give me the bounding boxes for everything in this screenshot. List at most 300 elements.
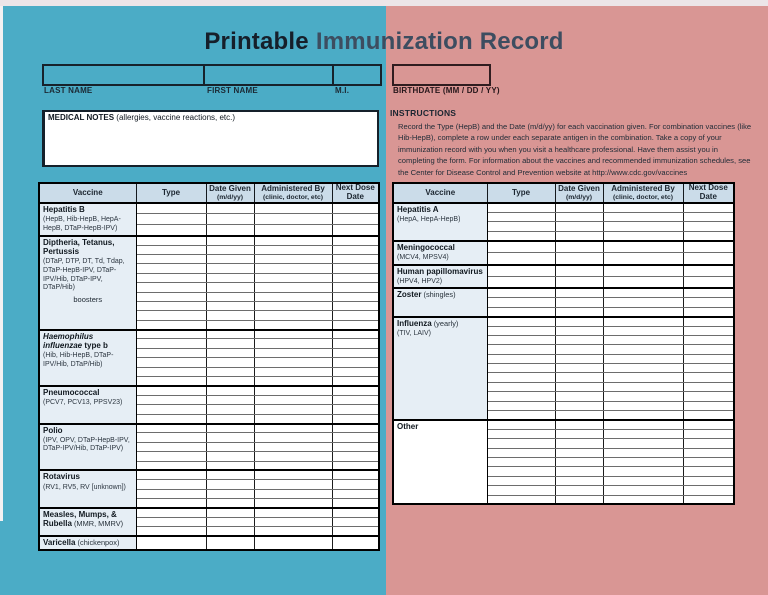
entry-cell-next-dose[interactable] xyxy=(332,245,379,254)
entry-cell-administered-by[interactable] xyxy=(254,273,332,282)
entry-cell-next-dose[interactable] xyxy=(332,405,379,414)
entry-cell-type[interactable] xyxy=(487,288,555,297)
entry-cell-next-dose[interactable] xyxy=(683,439,734,448)
entry-cell-next-dose[interactable] xyxy=(683,373,734,382)
entry-cell-type[interactable] xyxy=(487,467,555,476)
entry-cell-date-given[interactable] xyxy=(206,489,254,498)
entry-cell-date-given[interactable] xyxy=(555,448,603,457)
entry-cell-date-given[interactable] xyxy=(555,392,603,401)
entry-cell-date-given[interactable] xyxy=(555,298,603,307)
entry-cell-administered-by[interactable] xyxy=(254,339,332,348)
entry-cell-type[interactable] xyxy=(136,386,206,395)
entry-cell-date-given[interactable] xyxy=(555,429,603,438)
entry-cell-next-dose[interactable] xyxy=(332,311,379,320)
entry-cell-administered-by[interactable] xyxy=(254,311,332,320)
entry-cell-type[interactable] xyxy=(136,499,206,508)
entry-cell-administered-by[interactable] xyxy=(254,405,332,414)
entry-cell-date-given[interactable] xyxy=(206,203,254,214)
entry-cell-date-given[interactable] xyxy=(555,241,603,253)
entry-cell-next-dose[interactable] xyxy=(683,392,734,401)
entry-cell-date-given[interactable] xyxy=(206,330,254,339)
entry-cell-type[interactable] xyxy=(136,225,206,236)
first-name-label: FIRST NAME xyxy=(207,86,258,95)
entry-cell-type[interactable] xyxy=(136,311,206,320)
entry-cell-date-given[interactable] xyxy=(555,317,603,326)
entry-cell-date-given[interactable] xyxy=(206,320,254,329)
entry-cell-next-dose[interactable] xyxy=(332,320,379,329)
entry-cell-date-given[interactable] xyxy=(206,386,254,395)
entry-cell-type[interactable] xyxy=(487,335,555,344)
entry-cell-administered-by[interactable] xyxy=(254,499,332,508)
entry-cell-next-dose[interactable] xyxy=(332,536,379,550)
entry-cell-administered-by[interactable] xyxy=(603,265,683,277)
entry-cell-administered-by[interactable] xyxy=(254,203,332,214)
entry-cell-next-dose[interactable] xyxy=(683,486,734,495)
entry-cell-administered-by[interactable] xyxy=(603,222,683,231)
col-header-administered-by: Administered By (clinic, doctor, etc) xyxy=(603,183,683,203)
entry-cell-next-dose[interactable] xyxy=(332,292,379,301)
entry-cell-next-dose[interactable] xyxy=(683,241,734,253)
entry-cell-administered-by[interactable] xyxy=(254,264,332,273)
entry-cell-type[interactable] xyxy=(487,203,555,212)
entry-cell-next-dose[interactable] xyxy=(332,301,379,310)
entry-cell-type[interactable] xyxy=(136,348,206,357)
entry-cell-type[interactable] xyxy=(136,283,206,292)
medical-notes-label: MEDICAL NOTES xyxy=(48,113,115,122)
entry-cell-administered-by[interactable] xyxy=(254,348,332,357)
entry-cell-administered-by[interactable] xyxy=(254,283,332,292)
entry-cell-next-dose[interactable] xyxy=(683,495,734,504)
entry-cell-administered-by[interactable] xyxy=(603,467,683,476)
entry-cell-administered-by[interactable] xyxy=(254,395,332,404)
entry-cell-type[interactable] xyxy=(136,508,206,517)
entry-cell-date-given[interactable] xyxy=(555,326,603,335)
entry-cell-administered-by[interactable] xyxy=(254,414,332,423)
entry-cell-date-given[interactable] xyxy=(206,414,254,423)
entry-cell-administered-by[interactable] xyxy=(254,489,332,498)
entry-cell-type[interactable] xyxy=(136,254,206,263)
entry-cell-administered-by[interactable] xyxy=(603,364,683,373)
entry-cell-next-dose[interactable] xyxy=(683,467,734,476)
entry-cell-administered-by[interactable] xyxy=(254,452,332,461)
entry-cell-date-given[interactable] xyxy=(555,222,603,231)
entry-cell-next-dose[interactable] xyxy=(332,470,379,479)
entry-cell-date-given[interactable] xyxy=(555,231,603,240)
entry-cell-next-dose[interactable] xyxy=(332,203,379,214)
entry-cell-date-given[interactable] xyxy=(206,452,254,461)
entry-cell-administered-by[interactable] xyxy=(254,424,332,433)
entry-cell-type[interactable] xyxy=(487,411,555,420)
entry-cell-type[interactable] xyxy=(136,527,206,536)
entry-cell-next-dose[interactable] xyxy=(332,377,379,386)
entry-cell-next-dose[interactable] xyxy=(683,253,734,265)
entry-cell-type[interactable] xyxy=(487,401,555,410)
entry-cell-administered-by[interactable] xyxy=(254,367,332,376)
entry-cell-next-dose[interactable] xyxy=(683,429,734,438)
entry-cell-administered-by[interactable] xyxy=(603,326,683,335)
entry-cell-date-given[interactable] xyxy=(206,339,254,348)
entry-cell-date-given[interactable] xyxy=(206,377,254,386)
entry-cell-date-given[interactable] xyxy=(555,288,603,297)
entry-cell-administered-by[interactable] xyxy=(254,536,332,550)
entry-cell-date-given[interactable] xyxy=(206,245,254,254)
entry-cell-next-dose[interactable] xyxy=(332,489,379,498)
entry-cell-administered-by[interactable] xyxy=(254,254,332,263)
entry-cell-date-given[interactable] xyxy=(555,411,603,420)
entry-cell-type[interactable] xyxy=(136,301,206,310)
entry-cell-next-dose[interactable] xyxy=(683,276,734,288)
entry-cell-date-given[interactable] xyxy=(206,433,254,442)
vaccine-section-label: Rotavirus (RV1, RV5, RV [unknown]) xyxy=(39,470,136,508)
entry-cell-administered-by[interactable] xyxy=(603,439,683,448)
entry-cell-type[interactable] xyxy=(487,212,555,221)
entry-cell-type[interactable] xyxy=(487,222,555,231)
entry-cell-next-dose[interactable] xyxy=(332,480,379,489)
entry-cell-type[interactable] xyxy=(487,354,555,363)
middle-initial-field[interactable] xyxy=(334,66,380,84)
entry-cell-type[interactable] xyxy=(136,377,206,386)
entry-cell-type[interactable] xyxy=(487,476,555,485)
entry-cell-next-dose[interactable] xyxy=(683,298,734,307)
vaccine-entry-row xyxy=(39,236,379,245)
entry-cell-type[interactable] xyxy=(487,326,555,335)
entry-cell-next-dose[interactable] xyxy=(683,265,734,277)
entry-cell-type[interactable] xyxy=(487,253,555,265)
entry-cell-administered-by[interactable] xyxy=(603,382,683,391)
entry-cell-date-given[interactable] xyxy=(206,395,254,404)
entry-cell-date-given[interactable] xyxy=(206,536,254,550)
entry-cell-type[interactable] xyxy=(136,264,206,273)
entry-cell-administered-by[interactable] xyxy=(254,461,332,470)
entry-cell-next-dose[interactable] xyxy=(332,386,379,395)
vaccine-section-label: Human papillomavirus (HPV4, HPV2) xyxy=(393,265,487,289)
entry-cell-administered-by[interactable] xyxy=(254,214,332,225)
entry-cell-next-dose[interactable] xyxy=(683,364,734,373)
col-header-next-dose: Next Dose Date xyxy=(332,183,379,203)
entry-cell-date-given[interactable] xyxy=(555,476,603,485)
vaccine-section-label: Diptheria, Tetanus, Pertussis (DTaP, DTP, DT, Td, Tdap, DTaP-HepB-IPV, DTaP-IPV/Hib, DTaP-IPV, DTaP/Hib) boosters xyxy=(39,236,136,330)
entry-cell-next-dose[interactable] xyxy=(332,348,379,357)
last-name-field[interactable] xyxy=(44,66,205,84)
entry-cell-next-dose[interactable] xyxy=(332,527,379,536)
page-title-part1: Printable xyxy=(204,28,309,55)
entry-cell-date-given[interactable] xyxy=(555,401,603,410)
vaccine-section-label: Varicella (chickenpox) xyxy=(39,536,136,550)
entry-cell-date-given[interactable] xyxy=(555,467,603,476)
entry-cell-administered-by[interactable] xyxy=(254,236,332,245)
entry-cell-date-given[interactable] xyxy=(206,214,254,225)
entry-cell-date-given[interactable] xyxy=(206,470,254,479)
entry-cell-next-dose[interactable] xyxy=(683,401,734,410)
entry-cell-administered-by[interactable] xyxy=(254,377,332,386)
entry-cell-date-given[interactable] xyxy=(206,236,254,245)
entry-cell-administered-by[interactable] xyxy=(254,527,332,536)
entry-cell-type[interactable] xyxy=(487,495,555,504)
entry-cell-type[interactable] xyxy=(487,382,555,391)
entry-cell-type[interactable] xyxy=(136,536,206,550)
entry-cell-administered-by[interactable] xyxy=(603,276,683,288)
entry-cell-date-given[interactable] xyxy=(555,335,603,344)
entry-cell-administered-by[interactable] xyxy=(603,420,683,429)
entry-cell-next-dose[interactable] xyxy=(683,335,734,344)
entry-cell-administered-by[interactable] xyxy=(603,429,683,438)
entry-cell-next-dose[interactable] xyxy=(332,236,379,245)
entry-cell-administered-by[interactable] xyxy=(603,448,683,457)
entry-cell-next-dose[interactable] xyxy=(683,345,734,354)
entry-cell-date-given[interactable] xyxy=(555,212,603,221)
entry-cell-administered-by[interactable] xyxy=(603,241,683,253)
entry-cell-administered-by[interactable] xyxy=(254,386,332,395)
entry-cell-type[interactable] xyxy=(136,424,206,433)
entry-cell-type[interactable] xyxy=(136,273,206,282)
entry-cell-next-dose[interactable] xyxy=(332,273,379,282)
vaccine-section-label: Meningococcal (MCV4, MPSV4) xyxy=(393,241,487,265)
vaccine-entry-row xyxy=(393,203,734,212)
vaccine-entry-row xyxy=(39,536,379,550)
entry-cell-administered-by[interactable] xyxy=(254,358,332,367)
entry-cell-date-given[interactable] xyxy=(555,307,603,316)
entry-cell-type[interactable] xyxy=(136,480,206,489)
entry-cell-type[interactable] xyxy=(487,298,555,307)
medical-notes-field[interactable] xyxy=(42,110,379,167)
entry-cell-administered-by[interactable] xyxy=(254,320,332,329)
entry-cell-next-dose[interactable] xyxy=(683,288,734,297)
entry-cell-date-given[interactable] xyxy=(206,517,254,526)
entry-cell-type[interactable] xyxy=(136,414,206,423)
entry-cell-date-given[interactable] xyxy=(206,273,254,282)
entry-cell-next-dose[interactable] xyxy=(332,358,379,367)
entry-cell-type[interactable] xyxy=(487,392,555,401)
entry-cell-type[interactable] xyxy=(487,241,555,253)
entry-cell-administered-by[interactable] xyxy=(603,212,683,221)
entry-cell-administered-by[interactable] xyxy=(254,470,332,479)
entry-cell-date-given[interactable] xyxy=(206,311,254,320)
entry-cell-type[interactable] xyxy=(136,245,206,254)
entry-cell-date-given[interactable] xyxy=(555,276,603,288)
entry-cell-administered-by[interactable] xyxy=(603,203,683,212)
entry-cell-administered-by[interactable] xyxy=(603,307,683,316)
table-header-row xyxy=(39,183,379,203)
entry-cell-administered-by[interactable] xyxy=(603,345,683,354)
entry-cell-next-dose[interactable] xyxy=(683,448,734,457)
entry-cell-next-dose[interactable] xyxy=(683,212,734,221)
entry-cell-date-given[interactable] xyxy=(206,264,254,273)
entry-cell-date-given[interactable] xyxy=(206,424,254,433)
entry-cell-administered-by[interactable] xyxy=(603,317,683,326)
entry-cell-next-dose[interactable] xyxy=(683,420,734,429)
vaccine-entry-row xyxy=(39,470,379,479)
entry-cell-administered-by[interactable] xyxy=(603,476,683,485)
col-header-vaccine: Vaccine xyxy=(393,183,487,203)
entry-cell-type[interactable] xyxy=(487,307,555,316)
entry-cell-type[interactable] xyxy=(136,236,206,245)
entry-cell-type[interactable] xyxy=(487,364,555,373)
entry-cell-type[interactable] xyxy=(136,358,206,367)
entry-cell-next-dose[interactable] xyxy=(332,225,379,236)
entry-cell-next-dose[interactable] xyxy=(332,442,379,451)
entry-cell-administered-by[interactable] xyxy=(603,373,683,382)
entry-cell-next-dose[interactable] xyxy=(332,433,379,442)
entry-cell-type[interactable] xyxy=(487,486,555,495)
entry-cell-date-given[interactable] xyxy=(206,508,254,517)
entry-cell-type[interactable] xyxy=(487,265,555,277)
entry-cell-type[interactable] xyxy=(136,320,206,329)
entry-cell-next-dose[interactable] xyxy=(332,254,379,263)
entry-cell-type[interactable] xyxy=(136,433,206,442)
entry-cell-administered-by[interactable] xyxy=(603,253,683,265)
entry-cell-next-dose[interactable] xyxy=(683,476,734,485)
entry-cell-type[interactable] xyxy=(136,292,206,301)
entry-cell-type[interactable] xyxy=(136,470,206,479)
entry-cell-next-dose[interactable] xyxy=(332,339,379,348)
entry-cell-date-given[interactable] xyxy=(555,495,603,504)
entry-cell-date-given[interactable] xyxy=(206,499,254,508)
entry-cell-date-given[interactable] xyxy=(206,480,254,489)
entry-cell-next-dose[interactable] xyxy=(332,214,379,225)
entry-cell-next-dose[interactable] xyxy=(683,354,734,363)
entry-cell-administered-by[interactable] xyxy=(254,292,332,301)
entry-cell-next-dose[interactable] xyxy=(683,326,734,335)
entry-cell-administered-by[interactable] xyxy=(254,225,332,236)
entry-cell-next-dose[interactable] xyxy=(683,382,734,391)
entry-cell-next-dose[interactable] xyxy=(332,367,379,376)
entry-cell-date-given[interactable] xyxy=(555,354,603,363)
entry-cell-next-dose[interactable] xyxy=(683,411,734,420)
entry-cell-date-given[interactable] xyxy=(206,283,254,292)
entry-cell-date-given[interactable] xyxy=(206,292,254,301)
entry-cell-type[interactable] xyxy=(487,373,555,382)
vaccine-section-label: Pneumococcal (PCV7, PCV13, PPSV23) xyxy=(39,386,136,424)
vaccine-section-label: Hepatitis A (HepA, HepA-HepB) xyxy=(393,203,487,241)
entry-cell-date-given[interactable] xyxy=(555,457,603,466)
entry-cell-administered-by[interactable] xyxy=(254,517,332,526)
entry-cell-next-dose[interactable] xyxy=(332,283,379,292)
entry-cell-next-dose[interactable] xyxy=(332,424,379,433)
entry-cell-type[interactable] xyxy=(136,367,206,376)
table-header-row xyxy=(393,183,734,203)
entry-cell-administered-by[interactable] xyxy=(603,401,683,410)
entry-cell-administered-by[interactable] xyxy=(603,392,683,401)
entry-cell-date-given[interactable] xyxy=(206,348,254,357)
entry-cell-next-dose[interactable] xyxy=(332,499,379,508)
entry-cell-administered-by[interactable] xyxy=(603,298,683,307)
entry-cell-type[interactable] xyxy=(136,517,206,526)
entry-cell-date-given[interactable] xyxy=(206,301,254,310)
entry-cell-date-given[interactable] xyxy=(555,382,603,391)
page-edge-left xyxy=(0,6,3,521)
entry-cell-type[interactable] xyxy=(487,429,555,438)
entry-cell-administered-by[interactable] xyxy=(254,480,332,489)
vaccine-section-label: Other xyxy=(393,420,487,505)
entry-cell-date-given[interactable] xyxy=(206,461,254,470)
entry-cell-next-dose[interactable] xyxy=(332,330,379,339)
page-title xyxy=(0,28,768,56)
entry-cell-date-given[interactable] xyxy=(555,486,603,495)
entry-cell-date-given[interactable] xyxy=(555,439,603,448)
entry-cell-administered-by[interactable] xyxy=(254,301,332,310)
entry-cell-administered-by[interactable] xyxy=(254,433,332,442)
entry-cell-type[interactable] xyxy=(136,405,206,414)
entry-cell-administered-by[interactable] xyxy=(254,330,332,339)
instructions-block xyxy=(390,108,752,178)
entry-cell-type[interactable] xyxy=(136,452,206,461)
entry-cell-next-dose[interactable] xyxy=(332,508,379,517)
entry-cell-administered-by[interactable] xyxy=(254,442,332,451)
entry-cell-administered-by[interactable] xyxy=(603,231,683,240)
entry-cell-date-given[interactable] xyxy=(206,442,254,451)
entry-cell-next-dose[interactable] xyxy=(332,414,379,423)
entry-cell-type[interactable] xyxy=(136,395,206,404)
entry-cell-type[interactable] xyxy=(487,448,555,457)
entry-cell-type[interactable] xyxy=(487,420,555,429)
entry-cell-date-given[interactable] xyxy=(206,527,254,536)
entry-cell-date-given[interactable] xyxy=(206,367,254,376)
entry-cell-administered-by[interactable] xyxy=(254,245,332,254)
entry-cell-type[interactable] xyxy=(487,276,555,288)
entry-cell-next-dose[interactable] xyxy=(683,307,734,316)
entry-cell-next-dose[interactable] xyxy=(332,452,379,461)
entry-cell-date-given[interactable] xyxy=(555,345,603,354)
entry-cell-type[interactable] xyxy=(136,339,206,348)
vaccine-section-label: Hepatitis B (HepB, Hib-HepB, HepA-HepB, DTaP-HepB-IPV) xyxy=(39,203,136,236)
entry-cell-next-dose[interactable] xyxy=(683,231,734,240)
entry-cell-date-given[interactable] xyxy=(555,373,603,382)
entry-cell-administered-by[interactable] xyxy=(603,335,683,344)
page-title-part2: Immunization Record xyxy=(315,28,564,55)
entry-cell-date-given[interactable] xyxy=(206,225,254,236)
entry-cell-next-dose[interactable] xyxy=(332,517,379,526)
entry-cell-type[interactable] xyxy=(136,461,206,470)
entry-cell-next-dose[interactable] xyxy=(683,203,734,212)
entry-cell-date-given[interactable] xyxy=(555,203,603,212)
entry-cell-type[interactable] xyxy=(136,489,206,498)
entry-cell-type[interactable] xyxy=(487,457,555,466)
entry-cell-date-given[interactable] xyxy=(206,405,254,414)
entry-cell-date-given[interactable] xyxy=(555,253,603,265)
col-header-vaccine: Vaccine xyxy=(39,183,136,203)
entry-cell-next-dose[interactable] xyxy=(683,457,734,466)
entry-cell-administered-by[interactable] xyxy=(254,508,332,517)
entry-cell-administered-by[interactable] xyxy=(603,288,683,297)
entry-cell-type[interactable] xyxy=(136,203,206,214)
entry-cell-type[interactable] xyxy=(487,345,555,354)
entry-cell-date-given[interactable] xyxy=(555,420,603,429)
entry-cell-date-given[interactable] xyxy=(206,358,254,367)
entry-cell-date-given[interactable] xyxy=(206,254,254,263)
entry-cell-date-given[interactable] xyxy=(555,265,603,277)
birthdate-field[interactable] xyxy=(392,64,491,86)
entry-cell-type[interactable] xyxy=(487,439,555,448)
entry-cell-next-dose[interactable] xyxy=(683,317,734,326)
entry-cell-type[interactable] xyxy=(487,231,555,240)
entry-cell-type[interactable] xyxy=(136,214,206,225)
entry-cell-administered-by[interactable] xyxy=(603,495,683,504)
entry-cell-next-dose[interactable] xyxy=(332,264,379,273)
entry-cell-administered-by[interactable] xyxy=(603,354,683,363)
entry-cell-type[interactable] xyxy=(487,317,555,326)
entry-cell-next-dose[interactable] xyxy=(332,395,379,404)
first-name-field[interactable] xyxy=(205,66,334,84)
entry-cell-next-dose[interactable] xyxy=(683,222,734,231)
entry-cell-next-dose[interactable] xyxy=(332,461,379,470)
entry-cell-date-given[interactable] xyxy=(555,364,603,373)
page-edge-top xyxy=(0,0,768,6)
entry-cell-type[interactable] xyxy=(136,330,206,339)
entry-cell-type[interactable] xyxy=(136,442,206,451)
entry-cell-administered-by[interactable] xyxy=(603,411,683,420)
entry-cell-administered-by[interactable] xyxy=(603,486,683,495)
entry-cell-administered-by[interactable] xyxy=(603,457,683,466)
